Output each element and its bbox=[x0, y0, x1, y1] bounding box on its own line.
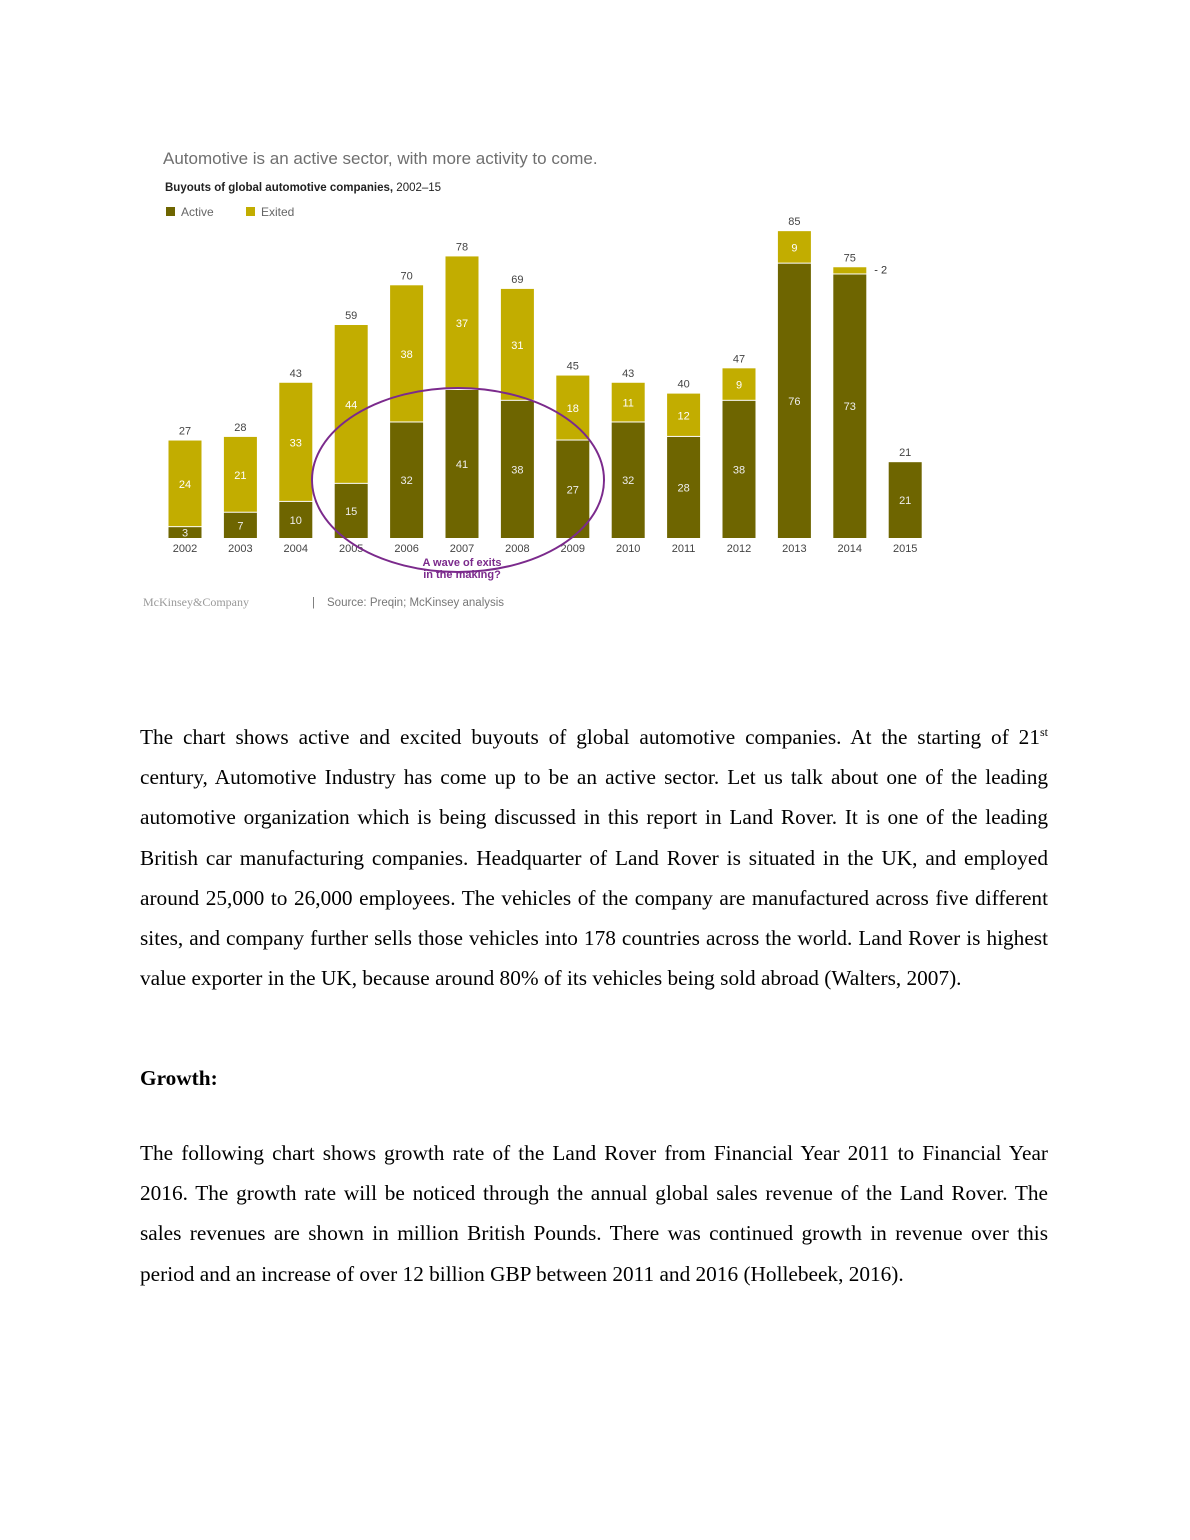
annotation-line1: A wave of exits bbox=[422, 557, 502, 569]
label-exited-2002: 24 bbox=[178, 478, 192, 491]
tick-2013: 2013 bbox=[782, 543, 807, 555]
footer-separator: | bbox=[312, 597, 315, 609]
label-total-2011: 40 bbox=[677, 378, 690, 391]
tick-2015: 2015 bbox=[892, 543, 918, 555]
paragraph-growth: The following chart shows growth rate of the Land Rover from Financial Year 2011 to Financial Year 2016. The growth rate will be noticed through the annual global sales revenue of the Land Rover. The sales revenues are shown in million British Pounds. There was continued growth in revenue over this period and an increase of over 12 billion GBP between 2011 and 2016 (Hollebeek, 2016). bbox=[140, 1141, 1048, 1286]
label-active-2007: 41 bbox=[455, 458, 469, 471]
tick-2014: 2014 bbox=[837, 543, 863, 555]
tick-2004: 2004 bbox=[283, 543, 309, 555]
tick-2008: 2008 bbox=[505, 543, 530, 555]
label-active-2013: 76 bbox=[788, 395, 801, 408]
mckinsey-logo: McKinsey&Company bbox=[143, 595, 249, 609]
label-total-2013: 85 bbox=[788, 216, 801, 229]
chart-title: Automotive is an active sector, with more activity to come. bbox=[163, 149, 598, 168]
label-exited-2013: 9 bbox=[791, 242, 798, 255]
label-exited-2004: 33 bbox=[289, 437, 302, 450]
label-active-2011: 28 bbox=[677, 482, 690, 495]
label-active-2014: 73 bbox=[843, 401, 856, 414]
label-active-2012: 38 bbox=[732, 464, 746, 477]
tick-2002: 2002 bbox=[172, 543, 198, 555]
label-total-2002: 27 bbox=[178, 425, 192, 438]
label-exited-2006: 38 bbox=[400, 348, 413, 361]
tick-2005: 2005 bbox=[338, 543, 364, 555]
bars bbox=[169, 216, 922, 555]
label-total-2012: 47 bbox=[732, 353, 746, 366]
label-active-2009: 27 bbox=[566, 484, 579, 497]
label-total-2010: 43 bbox=[622, 367, 635, 380]
label-exited-2003: 21 bbox=[234, 469, 247, 482]
annotation-line2: in the making? bbox=[423, 569, 501, 581]
label-total-2004: 43 bbox=[289, 367, 302, 380]
heading-growth: Growth: bbox=[140, 1066, 218, 1090]
label-total-2005: 59 bbox=[345, 310, 358, 323]
label-total-2003: 28 bbox=[234, 421, 247, 434]
tick-2003: 2003 bbox=[228, 543, 253, 555]
legend-swatch-active bbox=[166, 207, 175, 216]
bar-exited-2014 bbox=[833, 267, 866, 273]
label-exited-2012: 9 bbox=[735, 379, 743, 392]
label-total-2015: 21 bbox=[899, 447, 912, 460]
label-total-2006: 70 bbox=[400, 270, 413, 283]
label-active-2008: 38 bbox=[511, 464, 524, 477]
paragraph-chart-description: The chart shows active and excited buyouts of global automotive companies. At the starting of 21st century, Automotive Industry has come up to be an active sector. Let us talk about one of the leading automotive organization which is being discussed in this report in Land Rover. It is one of the leading British car manufacturing companies. Headquarter of Land Rover is situated in the UK, and employed around 25,000 to 26,000 employees. The vehicles of the company are manufactured across five different sites, and company further sells those vehicles into 178 countries across the world. Land Rover is highest value exporter in the UK, because around 80% of its vehicles being sold abroad (Walters, 2007). bbox=[140, 724, 1048, 991]
label-exited-2008: 31 bbox=[511, 339, 524, 352]
label-exited-2009: 18 bbox=[566, 403, 579, 416]
tick-2007: 2007 bbox=[449, 543, 475, 555]
label-active-2003: 7 bbox=[237, 520, 244, 533]
tick-2010: 2010 bbox=[615, 543, 641, 555]
tick-2012: 2012 bbox=[726, 543, 752, 555]
chart-source: Source: Preqin; McKinsey analysis bbox=[327, 597, 505, 609]
buyouts-chart bbox=[140, 140, 940, 620]
label-active-2010: 32 bbox=[622, 475, 635, 488]
label-exited-2007: 37 bbox=[455, 318, 469, 331]
label-active-2006: 32 bbox=[400, 475, 413, 488]
label-exited-2010: 11 bbox=[622, 397, 634, 410]
label-exited-2005: 44 bbox=[345, 399, 358, 412]
label-total-2009: 45 bbox=[566, 360, 579, 373]
label-active-2005: 15 bbox=[345, 505, 358, 518]
label-total-2014: 75 bbox=[843, 252, 856, 265]
label-total-2007: 78 bbox=[455, 241, 469, 254]
legend-swatch-exited bbox=[246, 207, 255, 216]
legend-active: Active bbox=[181, 205, 214, 219]
chart-subtitle: Buyouts of global automotive companies, 2002–15 bbox=[165, 182, 442, 194]
label-active-2015: 21 bbox=[899, 495, 912, 508]
label-active-2004: 10 bbox=[289, 514, 302, 527]
tick-2011: 2011 bbox=[671, 543, 696, 555]
label-active-2002: 3 bbox=[181, 527, 189, 540]
tick-2006: 2006 bbox=[394, 543, 419, 555]
label-total-2008: 69 bbox=[511, 273, 524, 286]
label-exited-2014: - 2 bbox=[874, 264, 888, 277]
tick-2009: 2009 bbox=[560, 543, 586, 555]
label-exited-2011: 12 bbox=[677, 410, 690, 423]
legend-exited: Exited bbox=[261, 205, 295, 219]
